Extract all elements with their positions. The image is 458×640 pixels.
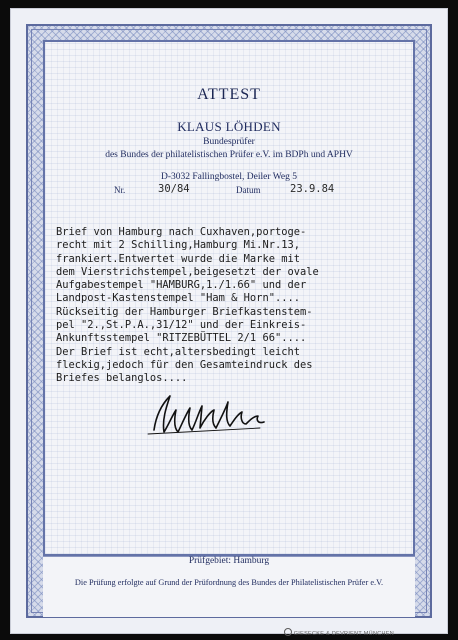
certificate-date: 23.9.84 [290,183,335,195]
certificate-body [56,226,436,386]
body-line: Rückseitig der Hamburger Briefkastenstem- [56,305,313,318]
printer-logo-icon [284,628,292,636]
examiner-name: KLAUS LÖHDEN [177,119,281,134]
body-line: pel "2.,St.P.A.,31/12" und der Einkreis- [56,319,307,332]
body-line: dem Vierstrichstempel,beigesetzt der ovale [56,265,319,278]
department-line: Prüfgebiet: Hamburg [188,556,270,566]
body-line: Briefes belanglos.... [56,372,188,385]
body-line: fleckig,jedoch für den Gesamteindruck des [56,358,313,371]
body-line: Aufgabestempel "HAMBURG,1./1.66" und der [56,279,307,292]
body-line: Brief von Hamburg nach Cuxhaven,portoge- [56,226,307,238]
handwritten-signature [140,386,290,446]
examiner-role: Bundesprüfer [203,137,255,147]
printer-name: GIESECKE & DEVRIENT MÜNCHEN [293,631,394,637]
body-line: Landpost-Kastenstempel "Ham & Horn".... [56,292,300,305]
number-label: Nr. [114,185,126,195]
footer-note: Die Prüfung erfolgte auf Grund der Prüfordnung des Bundes der Philatelistischen Prüfer e.V. [74,578,384,587]
body-line: Ankunftsstempel "RITZEBÜTTEL 2/1 66".... [56,332,307,345]
date-label: Datum [236,185,261,195]
examiner-address: D-3032 Fallingbostel, Deiler Weg 5 [161,172,297,182]
body-line: recht mit 2 Schilling,Hamburg Mi.Nr.13, [56,239,300,252]
certificate-number: 30/84 [158,183,190,195]
body-line: Der Brief ist echt,altersbedingt leicht [56,345,300,358]
certificate-sheet [10,8,448,637]
certificate-title: ATTEST [197,86,261,103]
body-line: frankiert.Entwertet wurde die Marke mit [56,252,300,265]
printer-imprint [284,628,394,637]
association-line: des Bundes der philatelistischen Prüfer e.V. im BDPh und APHV [105,150,353,160]
